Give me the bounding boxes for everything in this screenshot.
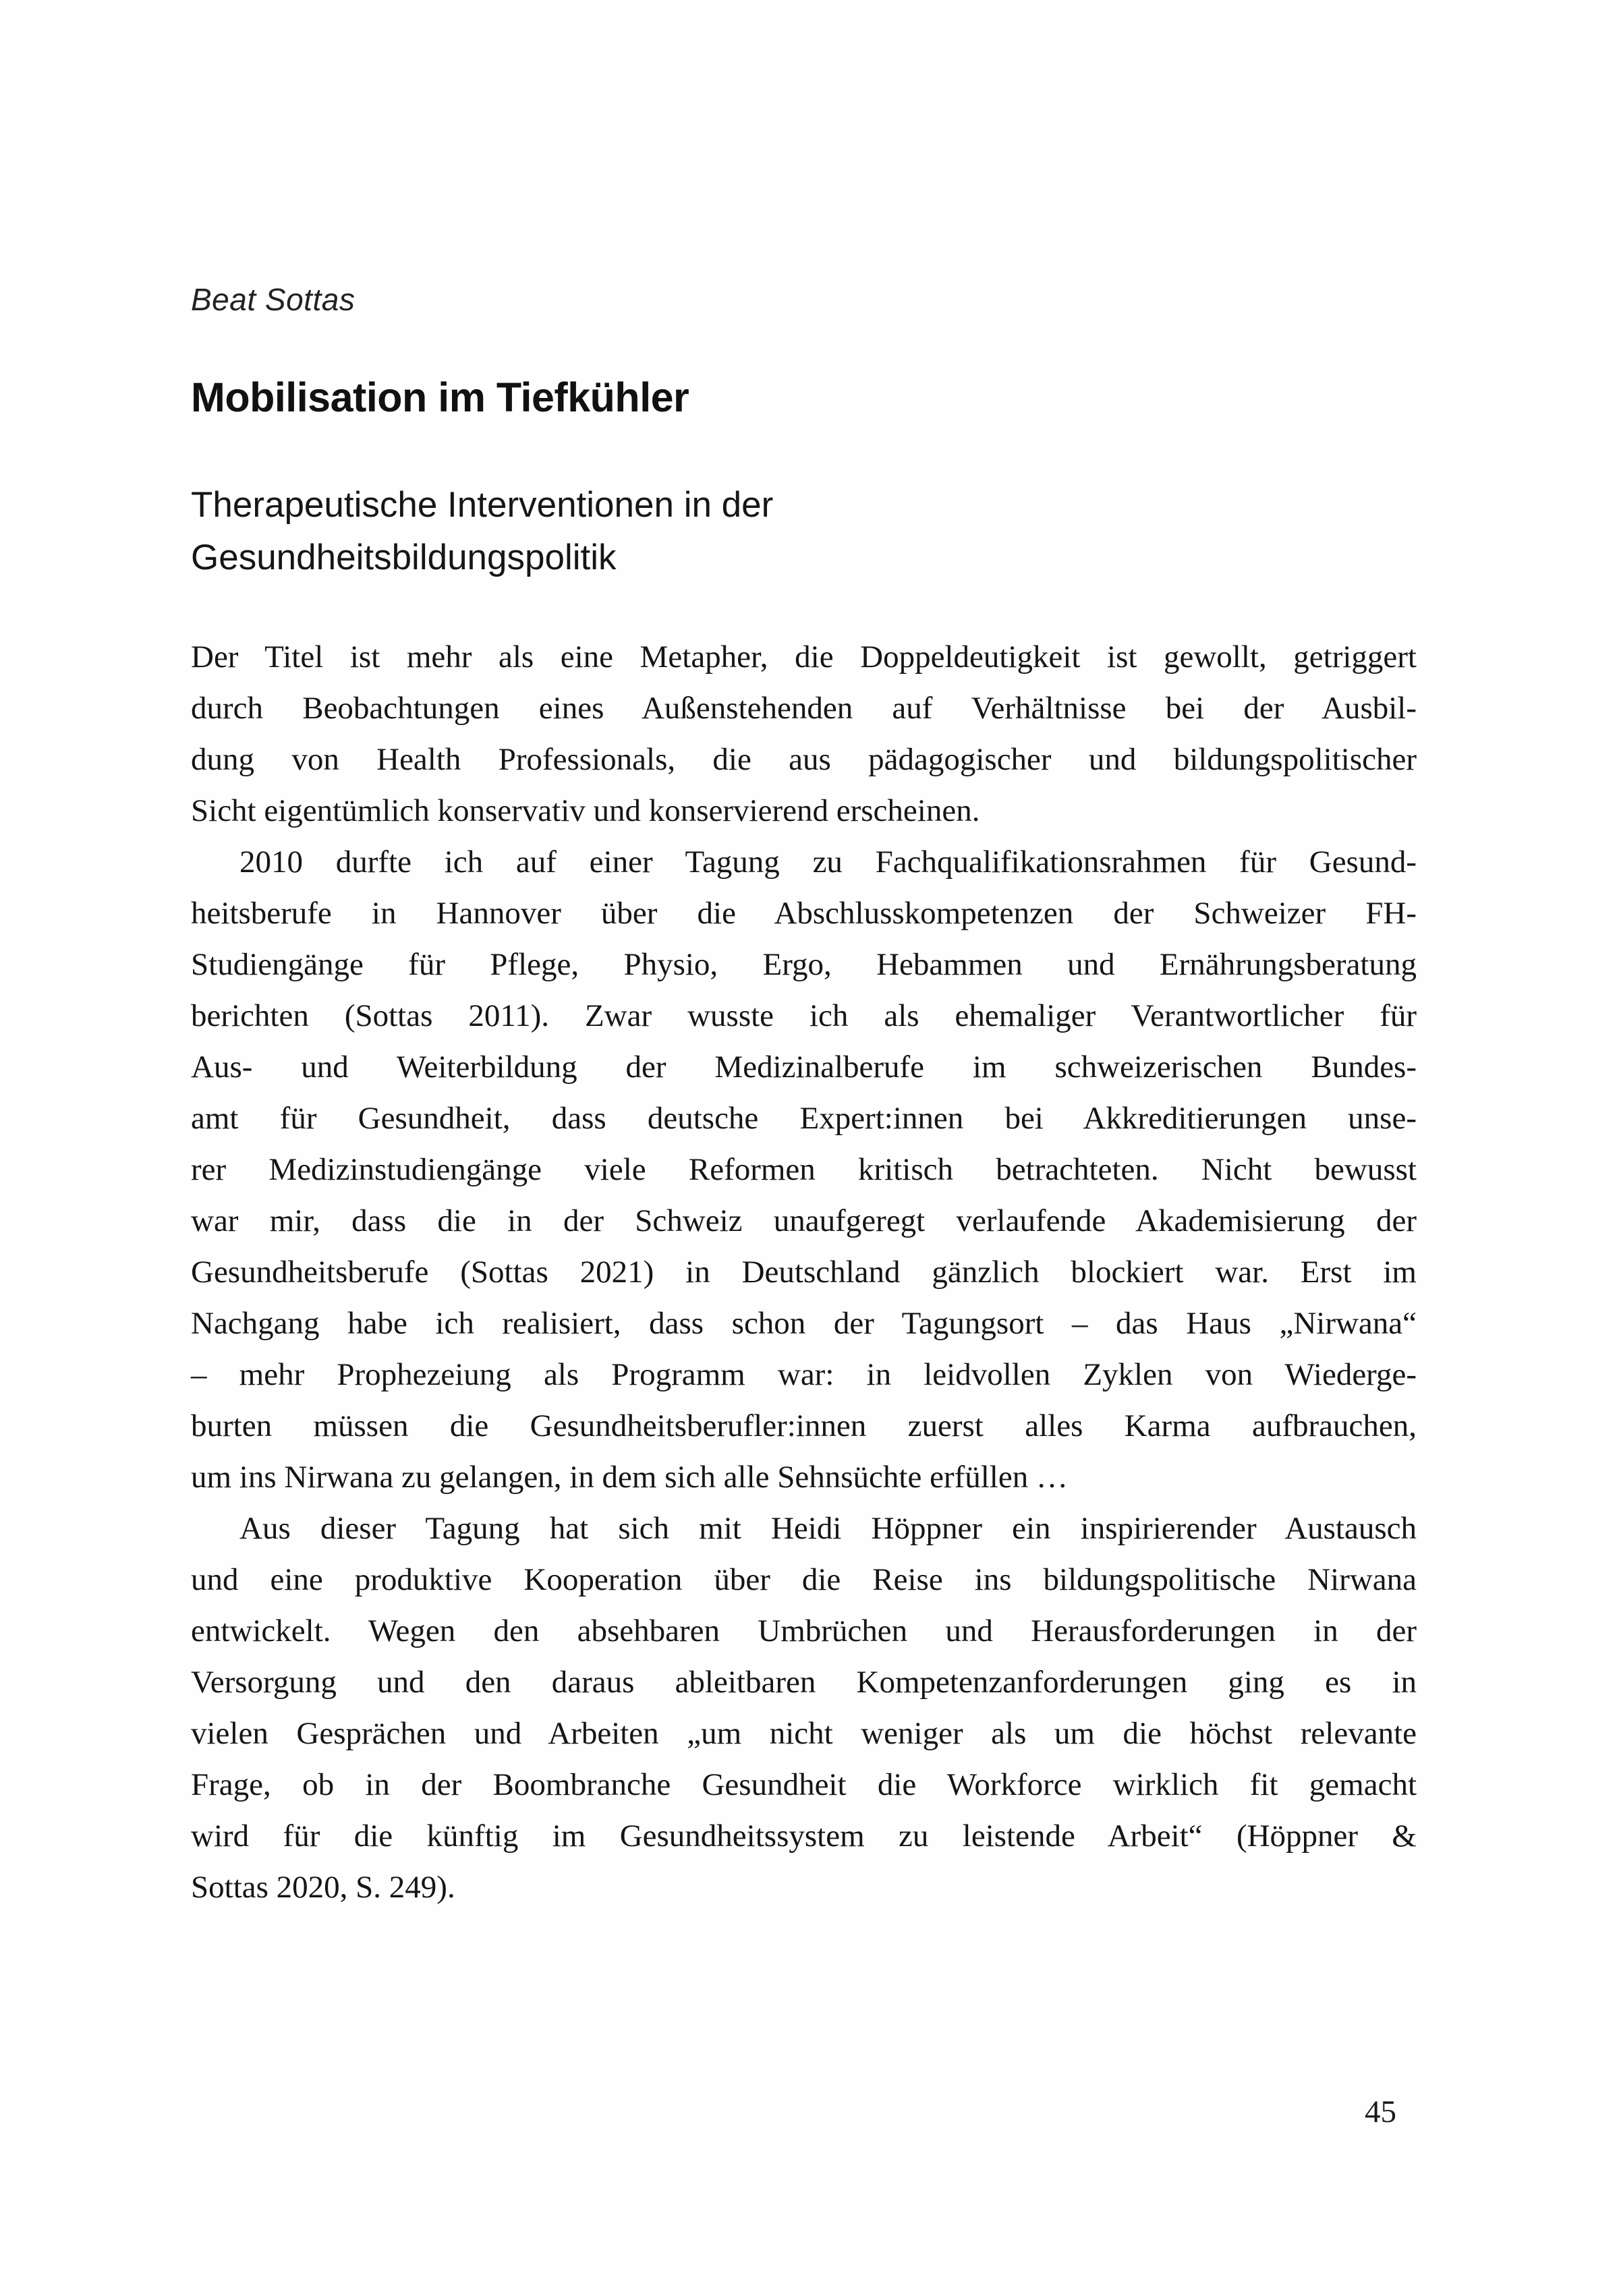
body-line: Versorgung und den daraus ableitbaren Kompetenzanforderungen ging es in <box>191 1665 1417 1700</box>
subtitle-line: Gesundheitsbildungspolitik <box>191 538 617 577</box>
body-line: Sicht eigentümlich konservativ und konservierend erscheinen. <box>191 793 980 828</box>
subtitle-line: Therapeutische Interventionen in der <box>191 485 774 525</box>
body-line: Aus dieser Tagung hat sich mit Heidi Höppner ein inspirierender Austausch <box>239 1511 1417 1546</box>
body-line: war mir, dass die in der Schweiz unaufgeregt verlaufende Akademisierung der <box>191 1203 1417 1238</box>
body-line: berichten (Sottas 2011). Zwar wusste ich als ehemaliger Verantwortlicher für <box>191 998 1417 1033</box>
body-line: amt für Gesundheit, dass deutsche Expert:innen bei Akkreditierungen unse- <box>191 1101 1417 1136</box>
body-line: durch Beobachtungen eines Außenstehenden auf Verhältnisse bei der Ausbil- <box>191 691 1417 726</box>
body-line: entwickelt. Wegen den absehbaren Umbrüchen und Herausforderungen in der <box>191 1613 1417 1648</box>
body-line: Nachgang habe ich realisiert, dass schon der Tagungsort – das Haus „Nirwana“ <box>191 1306 1417 1341</box>
body-line: burten müssen die Gesundheitsberufler:innen zuerst alles Karma aufbrauchen, <box>191 1408 1417 1443</box>
body-line: um ins Nirwana zu gelangen, in dem sich alle Sehnsüchte erfüllen … <box>191 1460 1068 1495</box>
body-line: und eine produktive Kooperation über die Reise ins bildungspolitische Nirwana <box>191 1562 1417 1597</box>
body-line: heitsberufe in Hannover über die Abschlusskompetenzen der Schweizer FH- <box>191 896 1417 931</box>
author-name: Beat Sottas <box>191 282 356 317</box>
body-text <box>191 631 1417 1913</box>
chapter-subtitle <box>191 479 773 584</box>
body-line: dung von Health Professionals, die aus pädagogischer und bildungspolitischer <box>191 742 1417 777</box>
body-line: wird für die künftig im Gesundheitssystem zu leistende Arbeit“ (Höppner & <box>191 1818 1417 1854</box>
chapter-title: Mobilisation im Tiefkühler <box>191 374 689 420</box>
page-number: 45 <box>1365 2094 1396 2129</box>
body-line: Der Titel ist mehr als eine Metapher, die Doppeldeutigkeit ist gewollt, getriggert <box>191 639 1417 675</box>
body-line: Gesundheitsberufe (Sottas 2021) in Deutschland gänzlich blockiert war. Erst im <box>191 1255 1417 1290</box>
body-line: rer Medizinstudiengänge viele Reformen kritisch betrachteten. Nicht bewusst <box>191 1152 1417 1187</box>
body-line: – mehr Prophezeiung als Programm war: in leidvollen Zyklen von Wiederge- <box>191 1357 1417 1392</box>
body-line: Studiengänge für Pflege, Physio, Ergo, Hebammen und Ernährungsberatung <box>191 947 1417 982</box>
body-line: Aus- und Weiterbildung der Medizinalberufe im schweizerischen Bundes- <box>191 1050 1417 1085</box>
body-line: Frage, ob in der Boombranche Gesundheit die Workforce wirklich fit gemacht <box>191 1767 1417 1802</box>
body-line: vielen Gesprächen und Arbeiten „um nicht weniger als um die höchst relevante <box>191 1716 1417 1751</box>
body-line: Sottas 2020, S. 249). <box>191 1870 455 1905</box>
body-line: 2010 durfte ich auf einer Tagung zu Fachqualifikationsrahmen für Gesund- <box>239 844 1417 880</box>
